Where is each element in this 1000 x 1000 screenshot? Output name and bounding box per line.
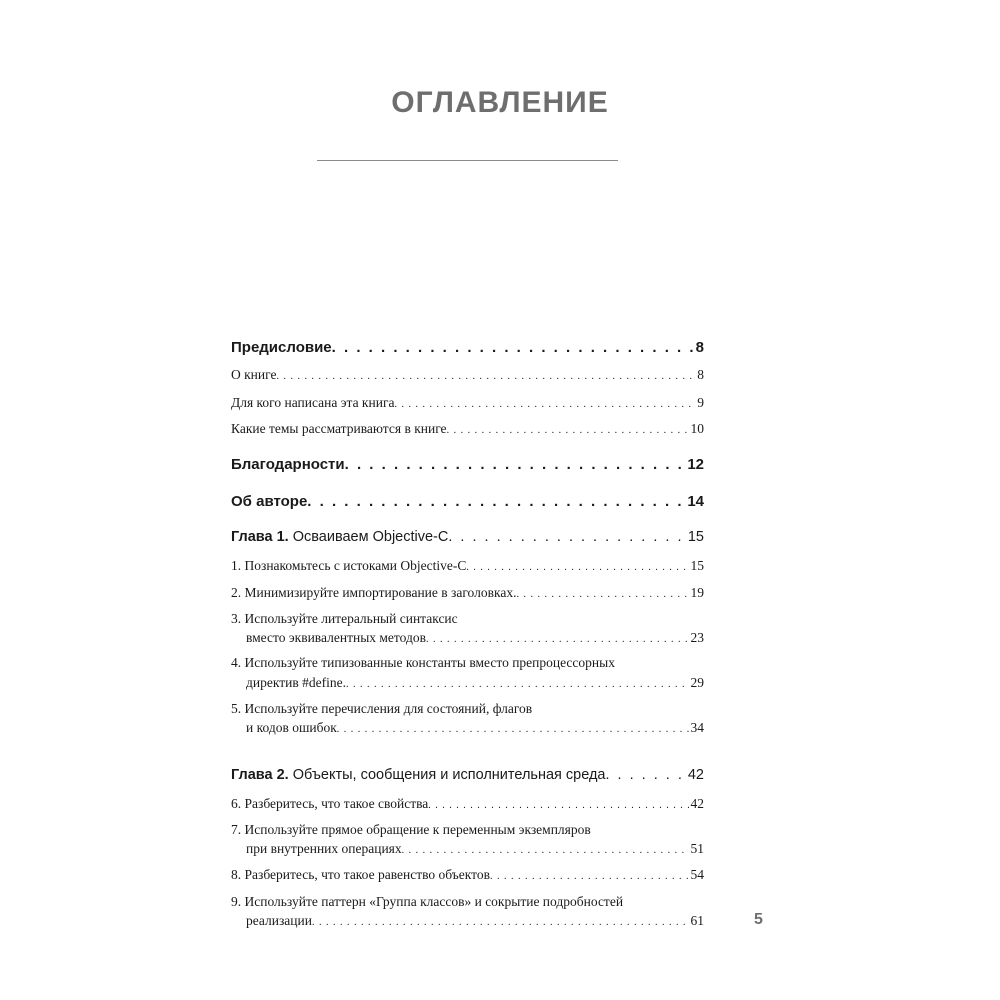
toc-page-number: 61 (690, 913, 704, 928)
toc-page-number: 8 (697, 367, 704, 382)
toc-entry-title: Благодарности (231, 456, 345, 473)
toc-entry-title: и кодов ошибок (246, 720, 337, 735)
toc-item-1[interactable] (231, 558, 704, 574)
dot-leader (402, 845, 689, 856)
toc-entry-title: Предисловие (231, 339, 332, 356)
toc-chapter-heading (231, 767, 606, 783)
toc-page-number: 34 (690, 720, 704, 735)
toc-entry-title: при внутренних операциях (246, 841, 402, 856)
toc-entry-title: 8. Разберитесь, что такое равенство объектов (231, 867, 490, 882)
toc-page-number: 29 (690, 675, 704, 690)
dot-leader (332, 339, 694, 356)
chapter-label: Глава 1. (231, 529, 289, 545)
dot-leader (346, 679, 689, 690)
toc-item-5[interactable] (246, 720, 704, 736)
toc-item-9[interactable] (246, 913, 704, 929)
toc-page-number: 51 (690, 841, 704, 856)
dot-leader (426, 634, 689, 645)
toc-page-number: 54 (690, 867, 704, 882)
toc-item-8[interactable] (231, 867, 704, 883)
toc-page-number: 12 (687, 456, 704, 473)
dot-leader (276, 371, 695, 382)
chapter-label: Глава 2. (231, 767, 289, 783)
toc-entry-title: Для кого написана эта книга (231, 395, 395, 410)
chapter-title: Объекты, сообщения и исполнительная среда (292, 767, 606, 783)
toc-page-number: 42 (687, 767, 704, 783)
toc-entry-about-book[interactable] (231, 367, 704, 383)
toc-page-number: 23 (690, 630, 704, 645)
toc-entry-title: Какие темы рассматриваются в книге (231, 421, 447, 436)
toc-entry-preface[interactable] (231, 339, 704, 356)
toc-entry-title: 1. Познакомьтесь с истоками Objective-C (231, 558, 467, 573)
toc-item-4-line1: 4. Используйте типизованные константы вместо препроцессорных (231, 655, 615, 670)
dot-leader (606, 767, 686, 783)
toc-chapter-2[interactable] (231, 767, 704, 783)
toc-page-number: 9 (697, 395, 704, 410)
toc-item-6[interactable] (231, 796, 704, 812)
toc-entry-title: О книге (231, 367, 277, 382)
toc-entry-title: 2. Минимизируйте импортирование в заголовках. (231, 585, 517, 600)
page-number: 5 (754, 911, 763, 928)
toc-entry-author[interactable] (231, 493, 704, 510)
toc-item-9-line1: 9. Используйте паттерн «Группа классов» и сокрытие подробностей (231, 894, 624, 909)
toc-entry-title: вместо эквивалентных методов (246, 630, 426, 645)
dot-leader (312, 917, 689, 928)
dot-leader (516, 589, 688, 600)
toc-item-4[interactable] (246, 675, 704, 691)
toc-entry-for-whom[interactable] (231, 395, 704, 411)
toc-page-number: 15 (687, 529, 704, 545)
dot-leader (466, 562, 688, 573)
toc-chapter-1[interactable] (231, 529, 704, 545)
toc-entry-title: 6. Разберитесь, что такое свойства (231, 796, 429, 811)
toc-entry-title: директив #define. (246, 675, 346, 690)
chapter-title: Осваиваем Objective-C (292, 529, 449, 545)
toc-page-number: 14 (687, 493, 704, 510)
toc-entry-topics[interactable] (231, 421, 704, 437)
dot-leader (394, 399, 695, 410)
dot-leader (307, 493, 685, 510)
toc-item-5-line1: 5. Используйте перечисления для состояний, флагов (231, 701, 533, 716)
toc-chapter-heading (231, 529, 448, 545)
dot-leader (428, 800, 688, 811)
toc-page-number: 10 (690, 421, 704, 436)
dot-leader (345, 456, 686, 473)
dot-leader (490, 871, 689, 882)
toc-page-number: 42 (690, 796, 704, 811)
dot-leader (447, 425, 689, 436)
toc-item-7[interactable] (246, 841, 704, 857)
page-title: ОГЛАВЛЕНИЕ (391, 86, 609, 119)
dot-leader (448, 529, 685, 545)
toc-item-3-line1: 3. Используйте литеральный синтаксис (231, 611, 458, 626)
toc-entry-title: реализации (246, 913, 312, 928)
toc-page-number: 15 (690, 558, 704, 573)
toc-page-number: 8 (695, 339, 704, 356)
toc-item-2[interactable] (231, 585, 704, 601)
toc-page-number: 19 (690, 585, 704, 600)
toc-entry-title: Об авторе (231, 493, 308, 510)
toc-entry-thanks[interactable] (231, 456, 704, 473)
toc-item-3[interactable] (246, 630, 704, 646)
dot-leader (337, 724, 689, 735)
title-divider (317, 160, 618, 161)
toc-item-7-line1: 7. Используйте прямое обращение к переменным экземпляров (231, 822, 591, 837)
